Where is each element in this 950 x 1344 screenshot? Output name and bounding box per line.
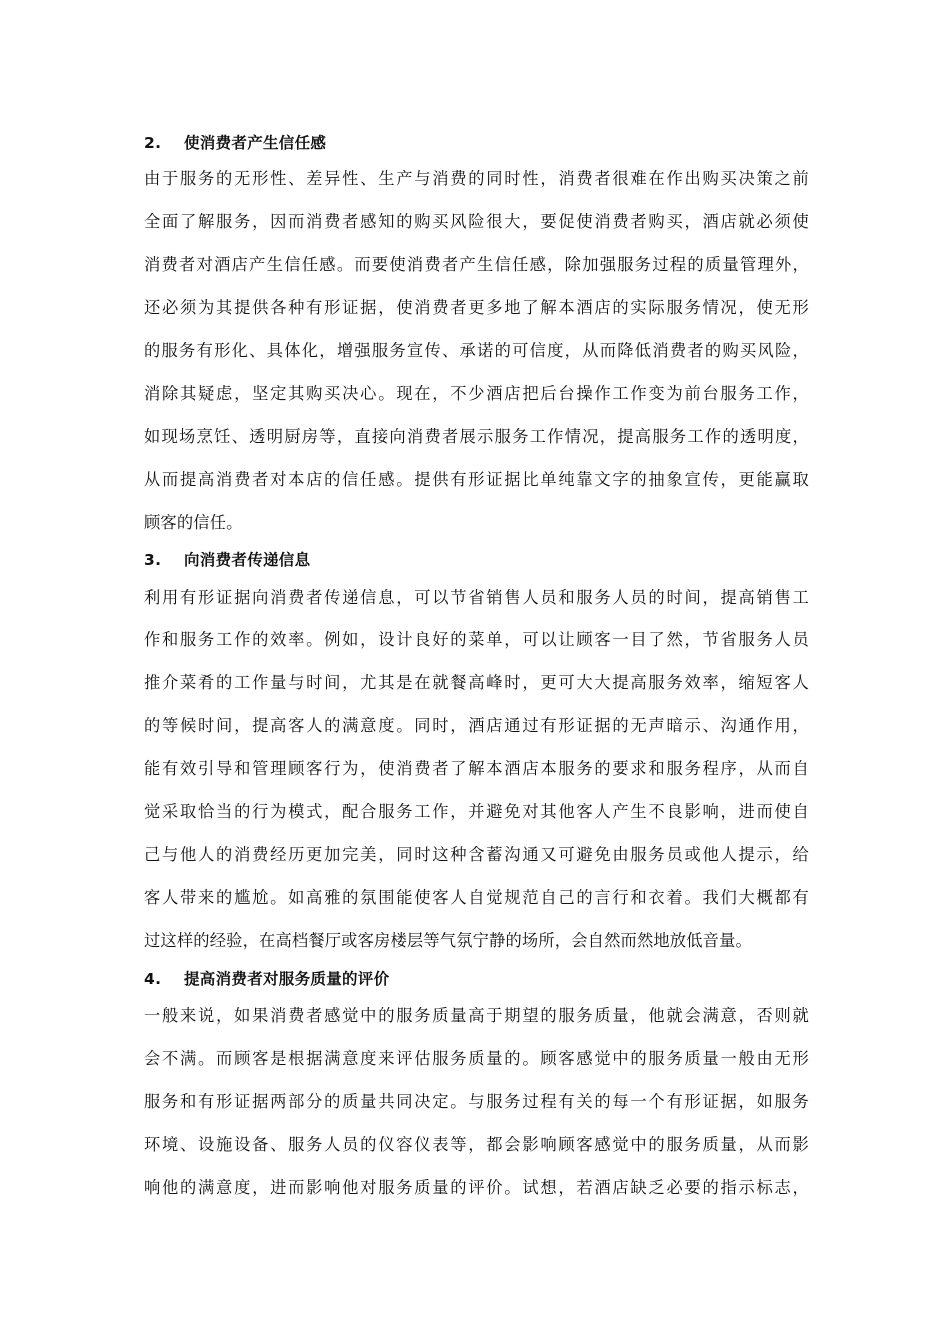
paragraph-line: 从而提高消费者对本店的信任感。提供有形证据比单纯靠文字的抽象宣传，更能赢取 bbox=[144, 470, 809, 489]
paragraph-line: 作和服务工作的效率。例如，设计良好的菜单，可以让顾客一目了然，节省服务人员 bbox=[144, 630, 809, 649]
paragraph-line: 还必须为其提供各种有形证据，使消费者更多地了解本酒店的实际服务情况，使无形 bbox=[144, 298, 809, 317]
paragraph-line: 消除其疑虑，坚定其购买决心。现在，不少酒店把后台操作工作变为前台服务工作， bbox=[144, 384, 809, 403]
section-heading bbox=[144, 547, 809, 573]
paragraph-line: 顾客的信任。 bbox=[144, 513, 243, 532]
paragraph-line: 由于服务的无形性、差异性、生产与消费的同时性，消费者很难在作出购买决策之前 bbox=[144, 169, 809, 188]
section-heading bbox=[144, 130, 809, 156]
section-number: 2. bbox=[144, 134, 162, 152]
paragraph-line: 消费者对酒店产生信任感。而要使消费者产生信任感，除加强服务过程的质量管理外， bbox=[144, 255, 809, 274]
paragraph-line: 服务和有形证据两部分的质量共同决定。与服务过程有关的每一个有形证据，如服务 bbox=[144, 1092, 809, 1111]
paragraph-line: 能有效引导和管理顾客行为，使消费者了解本酒店本服务的要求和服务程序，从而自 bbox=[144, 759, 809, 778]
paragraph-line: 的服务有形化、具体化，增强服务宣传、承诺的可信度，从而降低消费者的购买风险， bbox=[144, 341, 809, 360]
paragraph-line: 觉采取恰当的行为模式，配合服务工作，并避免对其他客人产生不良影响，进而使自 bbox=[144, 802, 809, 821]
paragraph-line: 的等候时间，提高客人的满意度。同时，酒店通过有形证据的无声暗示、沟通作用， bbox=[144, 716, 809, 735]
section-heading bbox=[144, 966, 809, 992]
paragraph-line: 响他的满意度，进而影响他对服务质量的评价。试想，若酒店缺乏必要的指示标志， bbox=[144, 1178, 809, 1197]
paragraph-line: 利用有形证据向消费者传递信息，可以节省销售人员和服务人员的时间，提高销售工 bbox=[144, 588, 809, 607]
section-number: 4. bbox=[144, 970, 162, 988]
paragraph-line: 过这样的经验，在高档餐厅或客房楼层等气氛宁静的场所，会自然而然地放低音量。 bbox=[144, 931, 752, 950]
paragraph-line: 环境、设施设备、服务人员的仪容仪表等，都会影响顾客感觉中的服务质量，从而影 bbox=[144, 1135, 809, 1154]
section-title: 使消费者产生信任感 bbox=[184, 134, 327, 152]
paragraph-line: 如现场烹饪、透明厨房等，直接向消费者展示服务工作情况，提高服务工作的透明度， bbox=[144, 427, 809, 446]
paragraph-line: 推介菜肴的工作量与时间，尤其是在就餐高峰时，更可大大提高服务效率，缩短客人 bbox=[144, 673, 809, 692]
paragraph-line: 己与他人的消费经历更加完美，同时这种含蓄沟通又可避免由服务员或他人提示，给 bbox=[144, 845, 809, 864]
paragraph-line: 会不满。而顾客是根据满意度来评估服务质量的。顾客感觉中的服务质量一般由无形 bbox=[144, 1049, 809, 1068]
section-title: 向消费者传递信息 bbox=[184, 551, 311, 569]
section-number: 3. bbox=[144, 551, 162, 569]
paragraph-line: 客人带来的尴尬。如高雅的氛围能使客人自觉规范自己的言行和衣着。我们大概都有 bbox=[144, 888, 809, 907]
paragraph-line: 全面了解服务，因而消费者感知的购买风险很大，要促使消费者购买，酒店就必须使 bbox=[144, 212, 809, 231]
section-title: 提高消费者对服务质量的评价 bbox=[184, 970, 390, 988]
paragraph-line: 一般来说，如果消费者感觉中的服务质量高于期望的服务质量，他就会满意，否则就 bbox=[144, 1006, 809, 1025]
